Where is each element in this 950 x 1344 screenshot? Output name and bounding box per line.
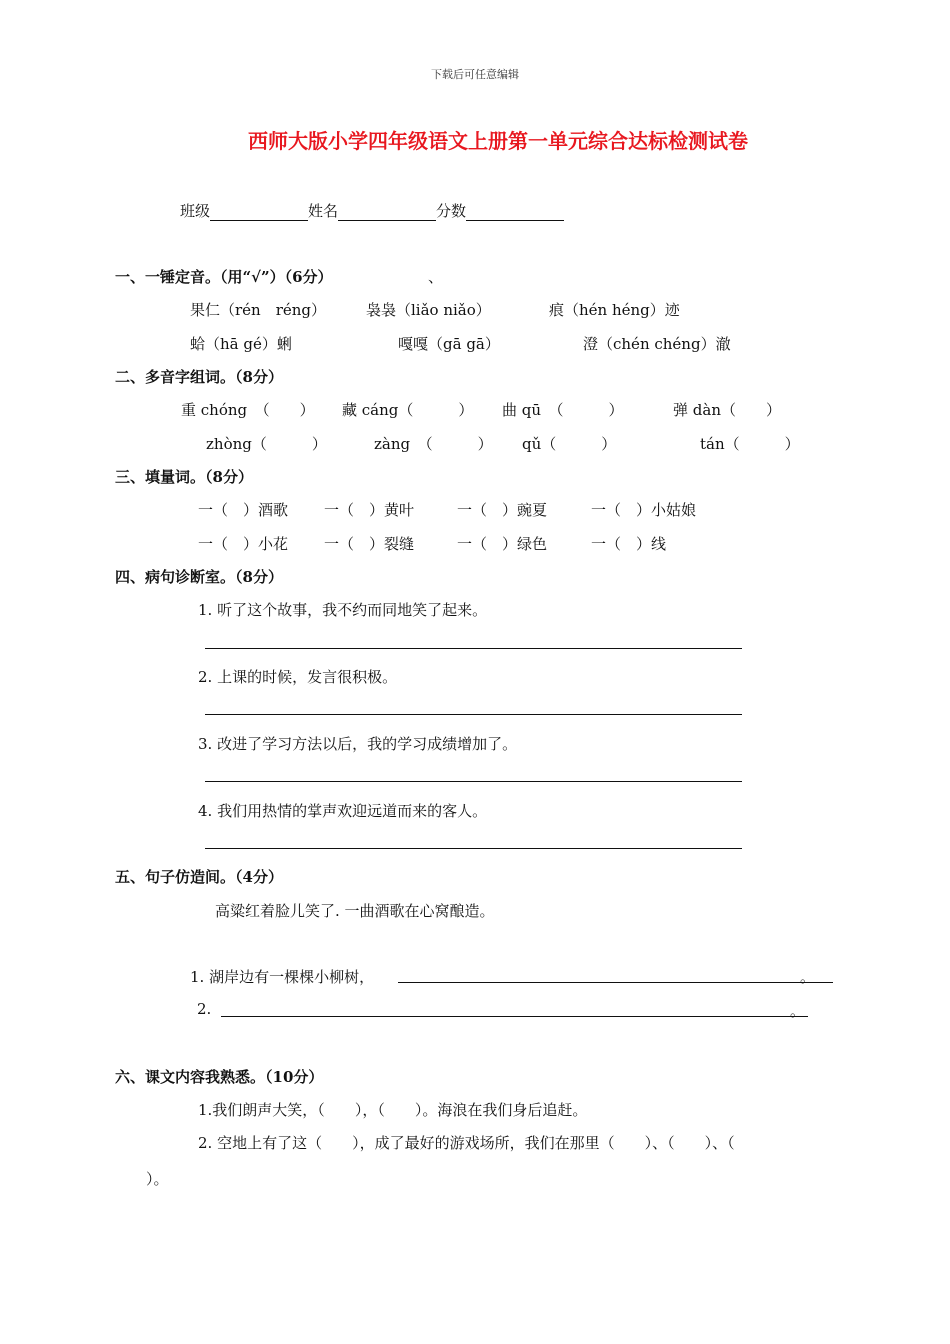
section-4-heading: 四、病句诊断室。（8分） <box>115 568 283 586</box>
s1-item-5: 嘎嘎（gā gā） <box>398 335 500 353</box>
name-field[interactable] <box>338 204 436 221</box>
s6-line-1: 1.我们朗声大笑，（ ），（ ）。海浪在我们身后追赶。 <box>198 1101 588 1119</box>
section-5-heading: 五、句子仿造间。（4分） <box>115 868 283 886</box>
s3-row2-2: 一（ ）裂缝 <box>324 535 415 553</box>
section-1-mark: 、 <box>428 268 444 286</box>
section-2-heading: 二、多音字组词。（8分） <box>115 368 283 386</box>
s5-period-2: 。 <box>790 1002 806 1020</box>
s2-row2-1: zhòng（ ） <box>206 435 327 453</box>
s3-row1-2: 一（ ）黄叶 <box>324 501 415 519</box>
s5-example: 高粱红着脸儿笑了. 一曲酒歌在心窝酿造。 <box>215 902 495 920</box>
s2-row1-3: 曲 qū （ ） <box>502 401 624 419</box>
s2-row2-3: qǔ（ ） <box>522 435 617 453</box>
s5-answer-line-2[interactable] <box>221 1016 808 1017</box>
class-label: 班级 <box>180 202 211 220</box>
s5-period-1: 。 <box>800 968 816 986</box>
student-info <box>180 200 564 221</box>
section-3-heading: 三、填量词。（8分） <box>115 468 253 486</box>
s5-item-1: 1. 湖岸边有一棵棵小柳树， <box>190 968 375 986</box>
score-label: 分数 <box>436 202 467 220</box>
s1-item-2: 袅袅（liǎo niǎo） <box>366 301 491 319</box>
name-label: 姓名 <box>308 202 339 220</box>
s2-row1-2: 藏 cáng（ ） <box>342 401 474 419</box>
s5-item-2: 2. <box>197 1000 212 1018</box>
s4-answer-line-1[interactable] <box>205 648 742 649</box>
s1-item-1: 果仁（rén réng） <box>190 301 327 319</box>
s3-row1-3: 一（ ）豌夏 <box>457 501 548 519</box>
s6-line-2: 2. 空地上有了这（ ），成了最好的游戏场所，我们在那里（ ）、（ ）、（ <box>198 1134 735 1152</box>
s1-item-4: 蛤（hā gé）蜊 <box>190 335 292 353</box>
s3-row1-4: 一（ ）小姑娘 <box>591 501 697 519</box>
s1-item-3: 痕（hén héng）迹 <box>549 301 680 319</box>
s3-row2-1: 一（ ）小花 <box>198 535 289 553</box>
s5-answer-line-1[interactable] <box>398 982 833 983</box>
s4-answer-line-3[interactable] <box>205 781 742 782</box>
section-1-heading: 一、一锤定音。（用“√”）（6分） <box>115 268 333 286</box>
s4-item-4: 4. 我们用热情的掌声欢迎远道而来的客人。 <box>198 802 488 820</box>
s2-row1-4: 弹 dàn（ ） <box>673 401 781 419</box>
s4-answer-line-4[interactable] <box>205 848 742 849</box>
s4-answer-line-2[interactable] <box>205 714 742 715</box>
section-6-heading: 六、课文内容我熟悉。（10分） <box>115 1068 324 1086</box>
score-field[interactable] <box>466 204 564 221</box>
s3-row2-4: 一（ ）线 <box>591 535 667 553</box>
class-field[interactable] <box>210 204 308 221</box>
s4-item-3: 3. 改进了学习方法以后，我的学习成绩增加了。 <box>198 735 518 753</box>
s4-item-1: 1. 听了这个故事，我不约而同地笑了起来。 <box>198 601 488 619</box>
s3-row2-3: 一（ ）绿色 <box>457 535 548 553</box>
s6-line-3: ）。 <box>146 1170 169 1188</box>
header-note: 下载后可任意编辑 <box>431 68 519 81</box>
s1-item-6: 澄（chén chéng）澈 <box>583 335 731 353</box>
s3-row1-1: 一（ ）酒歌 <box>198 501 289 519</box>
s4-item-2: 2. 上课的时候，发言很积极。 <box>198 668 398 686</box>
s2-row2-4: tán（ ） <box>700 435 800 453</box>
s2-row2-2: zàng （ ） <box>374 435 493 453</box>
s2-row1-1: 重 chóng （ ） <box>181 401 315 419</box>
page-title: 西师大版小学四年级语文上册第一单元综合达标检测试卷 <box>248 129 748 153</box>
